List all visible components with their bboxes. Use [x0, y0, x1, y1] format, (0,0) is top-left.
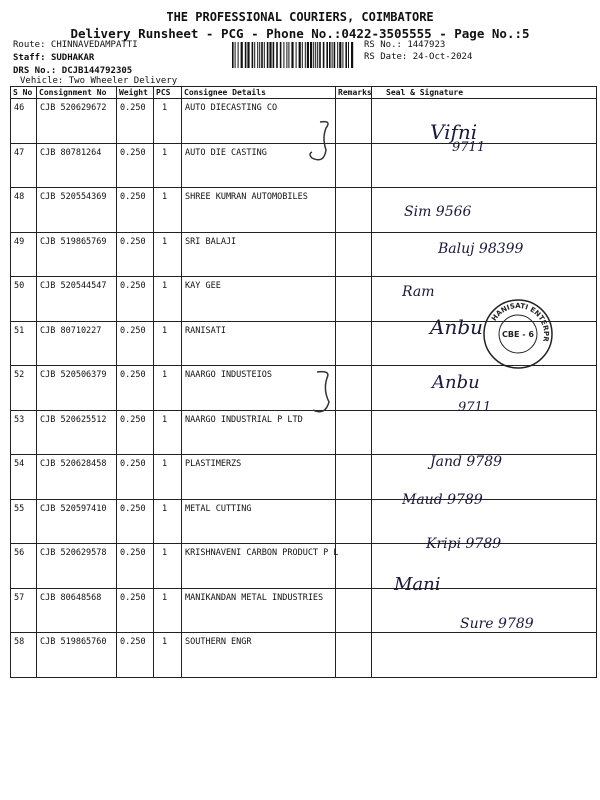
cell-weight: 0.250	[117, 366, 154, 411]
cell-pcs: 1	[154, 277, 182, 322]
cell-weight: 0.250	[117, 232, 154, 277]
cell-weight: 0.250	[117, 499, 154, 544]
cell-weight: 0.250	[117, 143, 154, 188]
cell-weight: 0.250	[117, 99, 154, 144]
cell-consignment: CJB 519865769	[37, 232, 117, 277]
cell-pcs: 1	[154, 188, 182, 233]
cell-consignee: MANIKANDAN METAL INDUSTRIES	[182, 588, 336, 633]
stamp-center-text: CBE - 6	[502, 330, 534, 339]
cell-sno: 58	[11, 633, 37, 678]
signature: Ram	[402, 284, 435, 300]
cell-sno: 47	[11, 143, 37, 188]
table-row	[11, 455, 597, 500]
cell-pcs: 1	[154, 99, 182, 144]
cell-pcs: 1	[154, 588, 182, 633]
cell-sno: 56	[11, 544, 37, 589]
cell-remarks	[336, 277, 372, 322]
tick-mark	[306, 118, 336, 168]
cell-sno: 48	[11, 188, 37, 233]
staff-row	[13, 53, 94, 63]
company-stamp	[482, 298, 554, 370]
cell-pcs: 1	[154, 143, 182, 188]
col-consignee: Consignee Details	[182, 87, 336, 99]
cell-sno: 53	[11, 410, 37, 455]
table-row	[11, 366, 597, 411]
cell-weight: 0.250	[117, 321, 154, 366]
cell-remarks	[336, 410, 372, 455]
cell-pcs: 1	[154, 544, 182, 589]
cell-sno: 49	[11, 232, 37, 277]
route-label: Route: CHINNAVEDAMPATTI	[13, 40, 138, 50]
cell-remarks	[336, 499, 372, 544]
staff-value: SUDHAKAR	[50, 53, 95, 63]
drs-row	[13, 66, 132, 76]
signature: Jand 9789	[430, 454, 503, 470]
cell-consignment: CJB 80648568	[37, 588, 117, 633]
cell-sno: 52	[11, 366, 37, 411]
cell-signature	[372, 633, 597, 678]
signature: 9711	[458, 400, 492, 415]
cell-weight: 0.250	[117, 455, 154, 500]
table-row	[11, 143, 597, 188]
table-row	[11, 499, 597, 544]
signature: Anbu	[432, 372, 480, 393]
cell-pcs: 1	[154, 321, 182, 366]
tick-mark	[309, 368, 339, 418]
cell-weight: 0.250	[117, 588, 154, 633]
cell-sno: 51	[11, 321, 37, 366]
signature: Kripi 9789	[426, 536, 502, 552]
drs-value: DCJB144792305	[61, 66, 133, 76]
cell-sno: 55	[11, 499, 37, 544]
signature: Anbu	[430, 315, 484, 339]
cell-pcs: 1	[154, 410, 182, 455]
cell-consignment: CJB 520629578	[37, 544, 117, 589]
cell-pcs: 1	[154, 455, 182, 500]
col-weight: Weight	[117, 87, 154, 99]
cell-consignee: RANISATI	[182, 321, 336, 366]
cell-weight: 0.250	[117, 277, 154, 322]
cell-consignment: CJB 80781264	[37, 143, 117, 188]
company-title: THE PROFESSIONAL COURIERS, COIMBATORE	[166, 10, 434, 24]
cell-consignment: CJB 520544547	[37, 277, 117, 322]
cell-sno: 46	[11, 99, 37, 144]
drs-label: DRS No.:	[13, 66, 57, 76]
cell-consignee: SHREE KUMRAN AUTOMOBILES	[182, 188, 336, 233]
cell-consignment: CJB 520597410	[37, 499, 117, 544]
cell-consignee: PLASTIMERZS	[182, 455, 336, 500]
runsheet-table	[10, 86, 597, 678]
cell-consignee: NAARGO INDUSTRIAL P LTD	[182, 410, 336, 455]
cell-sno: 54	[11, 455, 37, 500]
signature: Maud 9789	[402, 492, 483, 508]
table-row	[11, 188, 597, 233]
signature: Baluj 98399	[438, 241, 524, 257]
cell-consignment: CJB 520506379	[37, 366, 117, 411]
cell-consignment: CJB 519865760	[37, 633, 117, 678]
vehicle-label: Vehicle: Two Wheeler Delivery	[20, 76, 178, 86]
cell-sno: 50	[11, 277, 37, 322]
cell-consignee: SRI BALAJI	[182, 232, 336, 277]
cell-consignment: CJB 520628458	[37, 455, 117, 500]
table-row	[11, 544, 597, 589]
cell-consignment: CJB 520629672	[37, 99, 117, 144]
cell-weight: 0.250	[117, 633, 154, 678]
cell-pcs: 1	[154, 633, 182, 678]
cell-pcs: 1	[154, 499, 182, 544]
col-signature: Seal & Signature	[372, 87, 597, 99]
cell-consignee: METAL CUTTING	[182, 499, 336, 544]
cell-pcs: 1	[154, 366, 182, 411]
rs-number: RS No.: 1447923	[364, 40, 446, 50]
cell-weight: 0.250	[117, 544, 154, 589]
cell-consignment: CJB 80710227	[37, 321, 117, 366]
cell-remarks	[336, 544, 372, 589]
cell-consignment: CJB 520625512	[37, 410, 117, 455]
cell-consignee: AUTO DIECASTING CO	[182, 99, 336, 144]
stamp-ring-text: HANISATI ENTERPR	[490, 301, 551, 343]
cell-remarks	[336, 99, 372, 144]
cell-signature	[372, 99, 597, 144]
table-row	[11, 633, 597, 678]
col-consignment: Consignment No	[37, 87, 117, 99]
barcode-image	[232, 42, 356, 68]
cell-remarks	[336, 633, 372, 678]
cell-consignee: AUTO DIE CASTING	[182, 143, 336, 188]
cell-remarks	[336, 232, 372, 277]
cell-remarks	[336, 321, 372, 366]
cell-pcs: 1	[154, 232, 182, 277]
cell-weight: 0.250	[117, 410, 154, 455]
cell-sno: 57	[11, 588, 37, 633]
cell-consignment: CJB 520554369	[37, 188, 117, 233]
col-sno: S No	[11, 87, 37, 99]
table-row	[11, 410, 597, 455]
cell-remarks	[336, 143, 372, 188]
signature: Vifni	[430, 120, 478, 144]
cell-remarks	[336, 188, 372, 233]
table-header-row	[11, 87, 597, 99]
cell-consignee: SOUTHERN ENGR	[182, 633, 336, 678]
signature: 9711	[452, 140, 486, 155]
cell-signature	[372, 410, 597, 455]
cell-remarks	[336, 455, 372, 500]
cell-consignee: NAARGO INDUSTEIOS	[182, 366, 336, 411]
rs-date: RS Date: 24-Oct-2024	[364, 52, 473, 62]
cell-remarks	[336, 588, 372, 633]
cell-weight: 0.250	[117, 188, 154, 233]
col-pcs: PCS	[154, 87, 182, 99]
staff-label: Staff:	[13, 53, 46, 63]
col-remarks: Remarks	[336, 87, 372, 99]
cell-remarks	[336, 366, 372, 411]
signature: Sim 9566	[404, 204, 472, 220]
signature: Mani	[394, 574, 441, 595]
cell-consignee: KAY GEE	[182, 277, 336, 322]
runsheet-title: Delivery Runsheet - PCG - Phone No.:0422-3505555 - Page No.:5	[70, 26, 530, 41]
cell-consignee: KRISHNAVENI CARBON PRODUCT P L	[182, 544, 336, 589]
signature: Sure 9789	[460, 616, 534, 632]
table-row	[11, 99, 597, 144]
